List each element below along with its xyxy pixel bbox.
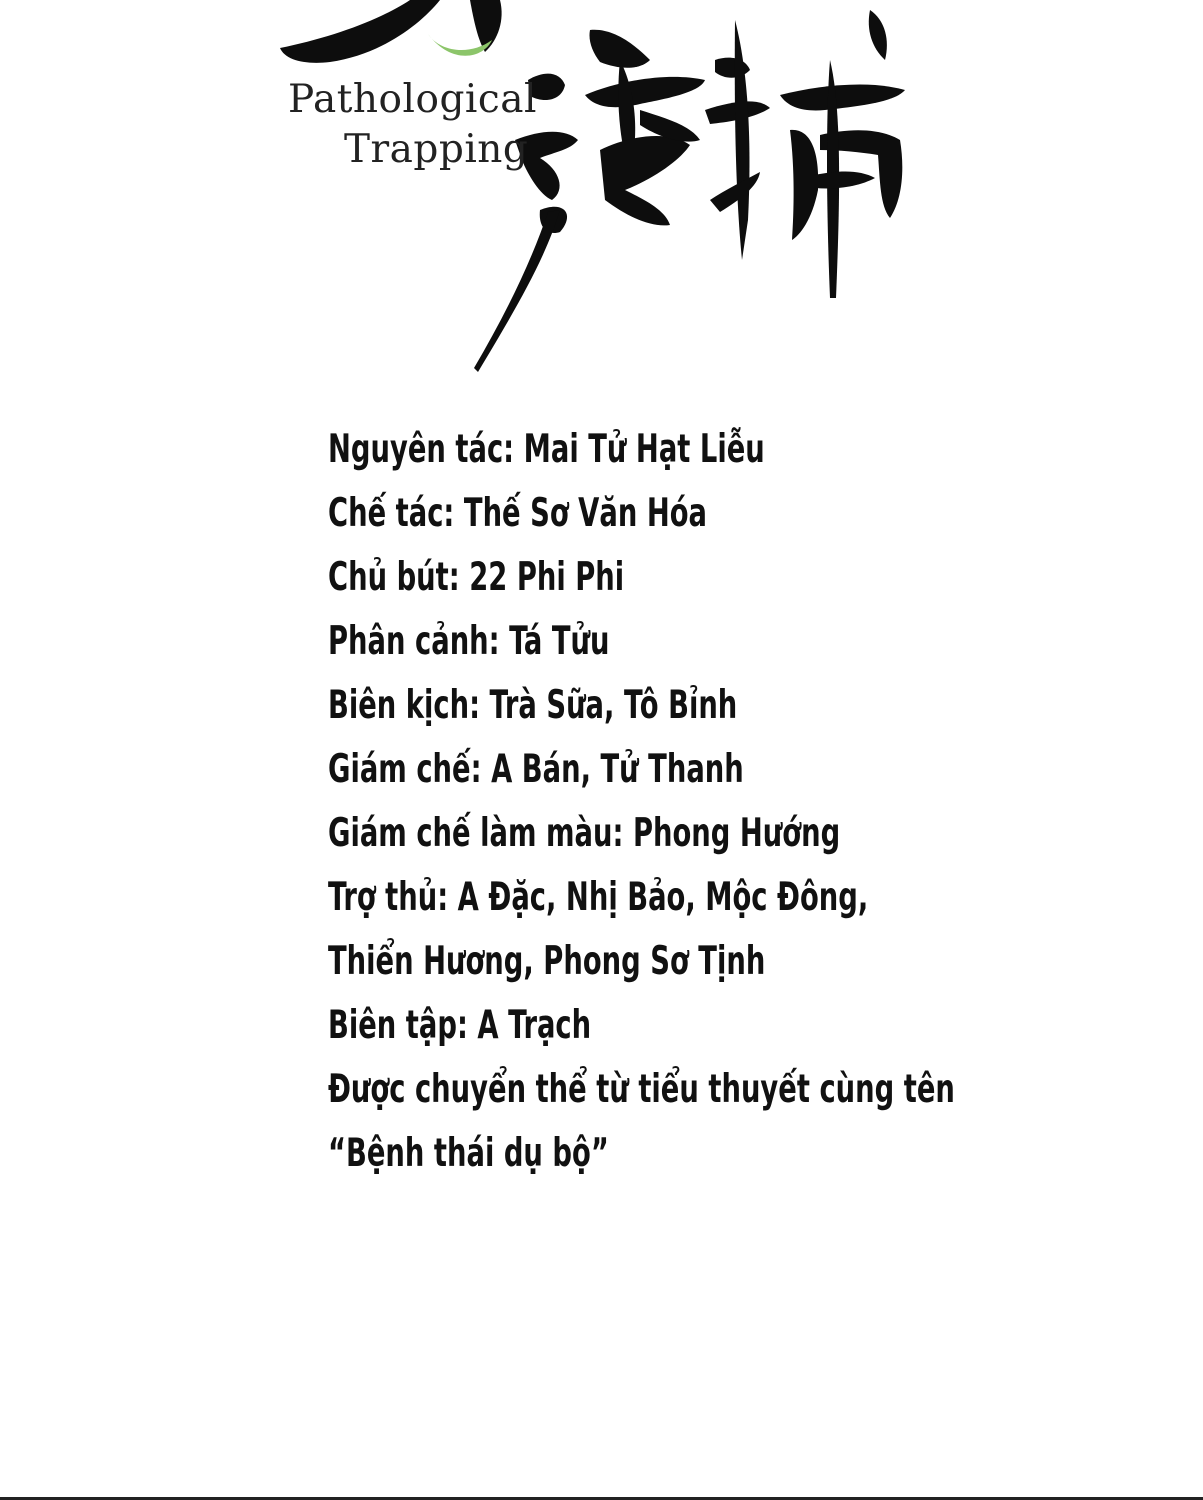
- credit-line-color-supervisor: Giám chế làm màu: Phong Hướng: [328, 811, 841, 856]
- logo-subtitle-line2: Trapping: [344, 127, 529, 172]
- calligraphy-logo: [0, 0, 1203, 400]
- credit-line-storyboard: Phân cảnh: Tá Tửu: [328, 619, 610, 664]
- credit-line-supervisor: Giám chế: A Bán, Tử Thanh: [328, 747, 744, 792]
- credit-line-producer: Chế tác: Thế Sơ Văn Hóa: [328, 491, 708, 536]
- credit-line-assistants: Trợ thủ: A Đặc, Nhị Bảo, Mộc Đông,: [328, 875, 869, 920]
- credit-line-novel-title: “Bệnh thái dụ bộ”: [328, 1131, 609, 1176]
- credits-list: [328, 418, 1088, 1186]
- credit-line-adaptation-note: Được chuyển thể từ tiểu thuyết cùng tên: [328, 1067, 955, 1112]
- credit-line-editor: Biên tập: A Trạch: [328, 1003, 592, 1048]
- credit-line-original-author: Nguyên tác: Mai Tử Hạt Liễu: [328, 427, 765, 472]
- credit-line-script: Biên kịch: Trà Sữa, Tô Bỉnh: [328, 683, 738, 728]
- logo-subtitle-line1: Pathological: [288, 77, 537, 122]
- credit-line-assistants-cont: Thiển Hương, Phong Sơ Tịnh: [328, 939, 766, 984]
- credit-line-lead-artist: Chủ bút: 22 Phi Phi: [328, 555, 625, 600]
